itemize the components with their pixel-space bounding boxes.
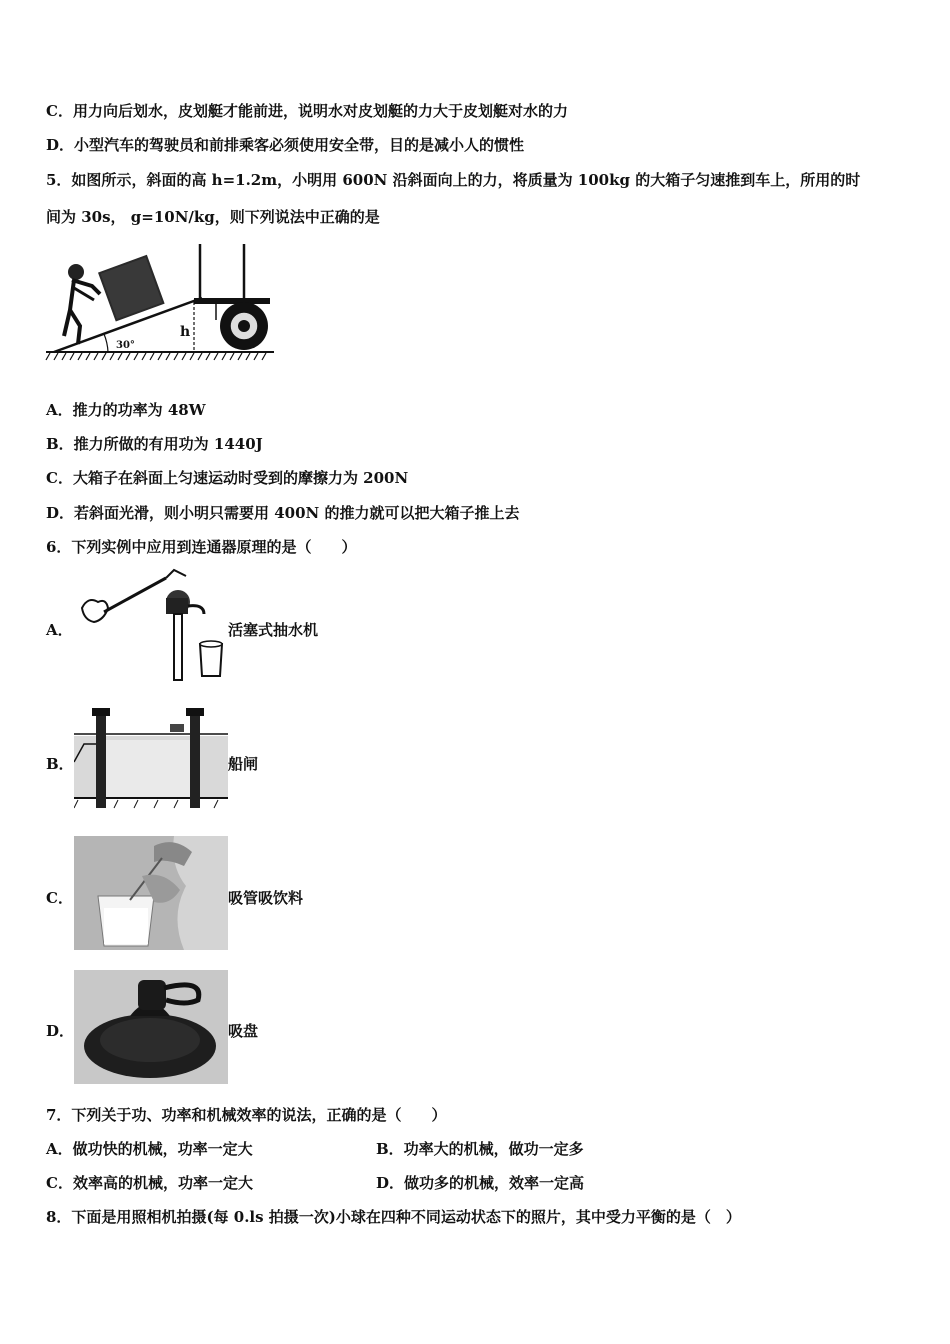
q4-option-d: D．小型汽车的驾驶员和前排乘客必须使用安全带，目的是减小人的惯性 [46, 136, 525, 154]
incline-figure [44, 240, 276, 362]
q7-option-d: D．做功多的机械，效率一定高 [376, 1174, 585, 1192]
q6-option-c-caption: 吸管吸饮料 [228, 889, 304, 907]
q6-option-a-caption: 活塞式抽水机 [228, 621, 319, 639]
piston-pump-image [74, 568, 224, 684]
drinking-straw-image [74, 836, 228, 950]
q7-stem: 7．下列关于功、功率和机械效率的说法，正确的是（ ） [46, 1106, 447, 1124]
q5-stem-line1: 5．如图所示，斜面的高 h=1.2m，小明用 600N 沿斜面向上的力，将质量为 100kg 的大箱子匀速推到车上，所用的时 [46, 171, 861, 189]
suction-cup-image [74, 970, 228, 1084]
q6-option-b-caption: 船闸 [228, 755, 259, 773]
q5-option-b: B．推力所做的有用功为 1440J [46, 435, 263, 453]
q5-option-d: D．若斜面光滑，则小明只需要用 400N 的推力就可以把大箱子推上去 [46, 504, 520, 522]
q5-stem-line2: 间为 30s， g=10N/kg，则下列说法中正确的是 [46, 208, 380, 226]
q6-stem: 6．下列实例中应用到连通器原理的是（ ） [46, 538, 357, 556]
q4-option-c: C．用力向后划水，皮划艇才能前进，说明水对皮划艇的力大于皮划艇对水的力 [46, 102, 568, 120]
q6-option-a-letter: A． [46, 621, 73, 639]
q6-option-b-letter: B． [46, 755, 74, 773]
q7-option-b: B．功率大的机械，做功一定多 [376, 1140, 584, 1158]
q5-option-a: A．推力的功率为 48W [46, 401, 206, 419]
q8-stem: 8．下面是用照相机拍摄(每 0.ls 拍摄一次)小球在四种不同运动状态下的照片，其中受力平衡的是（ ） [46, 1208, 741, 1226]
ship-lock-image [74, 700, 228, 814]
height-label: h [180, 324, 191, 340]
angle-label: 30° [116, 340, 135, 351]
q5-option-c: C．大箱子在斜面上匀速运动时受到的摩擦力为 200N [46, 469, 409, 487]
q7-option-a: A．做功快的机械，功率一定大 [46, 1140, 253, 1158]
q6-option-d-caption: 吸盘 [228, 1022, 259, 1040]
q7-option-c: C．效率高的机械，功率一定大 [46, 1174, 253, 1192]
q6-option-d-letter: D． [46, 1022, 75, 1040]
q6-option-c-letter: C． [46, 889, 73, 907]
